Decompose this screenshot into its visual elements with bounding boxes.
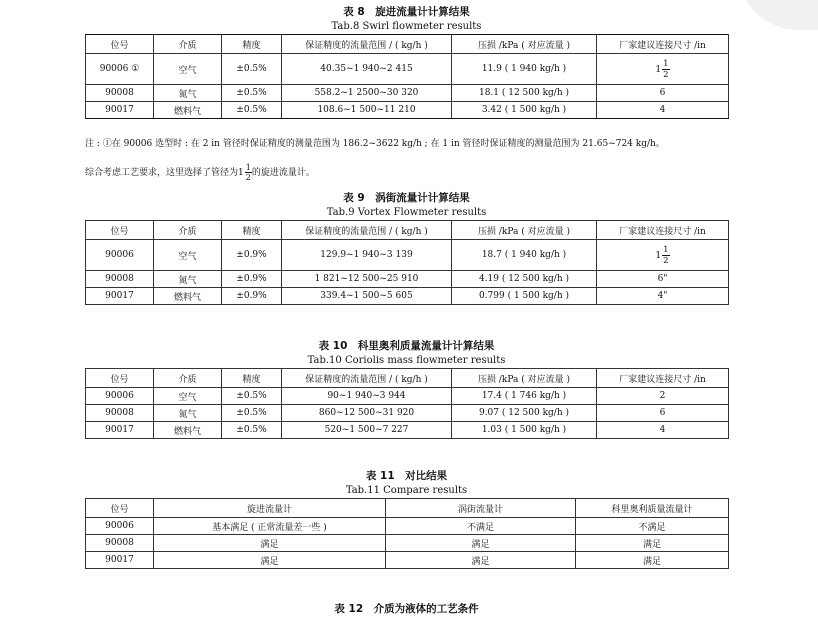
header-medium: 介质 <box>154 35 222 54</box>
note-fraction-whole: 1 <box>238 168 244 178</box>
table9-title-cn: 表 9 涡街流量计计算结果 <box>343 192 470 204</box>
cell-range: 558.2~1 2500~30 320 <box>282 85 452 102</box>
table9-title-en: Tab.9 Vortex Flowmeter results <box>326 207 487 218</box>
table-row <box>86 552 729 569</box>
note-line-2-post: 的旋进流量计。 <box>251 168 315 178</box>
table11-header-row <box>86 499 729 518</box>
header-medium: 介质 <box>154 221 222 240</box>
cell-vortex: 不满足 <box>386 518 576 535</box>
cell-range: 339.4~1 500~5 605 <box>282 288 452 305</box>
cell-pos: 90008 <box>86 271 154 288</box>
header-dp: 压损 /kPa ( 对应流量 ) <box>452 35 597 54</box>
cell-range: 1 821~12 500~25 910 <box>282 271 452 288</box>
cell-coriolis: 满足 <box>576 535 729 552</box>
header-medium: 介质 <box>154 369 222 388</box>
table9-block <box>85 190 728 305</box>
cell-dp: 11.9 ( 1 940 kg/h ) <box>452 54 597 85</box>
header-pos: 位号 <box>86 369 154 388</box>
note-line-1: 注 : ①在 90006 选型时 : 在 2 in 管径时保证精度的测量范围为 186.2~3622 kg/h ; 在 1 in 管径时保证精度的测量范围为 21.65~724 kg/h。 <box>85 139 665 149</box>
cell-dp: 0.799 ( 1 500 kg/h ) <box>452 288 597 305</box>
header-range: 保证精度的流量范围 / ( kg/h ) <box>282 221 452 240</box>
cell-size: 4 <box>597 102 729 119</box>
header-precision: 精度 <box>222 221 282 240</box>
table-row <box>86 85 729 102</box>
table9 <box>85 220 729 305</box>
cell-size <box>597 54 729 85</box>
fraction-denominator: 2 <box>663 69 669 80</box>
fraction-numerator: 1 <box>663 58 669 69</box>
cell-pos: 90006 <box>86 388 154 405</box>
cell-pos: 90017 <box>86 422 154 439</box>
cell-range: 520~1 500~7 227 <box>282 422 452 439</box>
table8-block <box>85 4 728 119</box>
cell-range: 90~1 940~3 944 <box>282 388 452 405</box>
cell-precision: ±0.5% <box>222 388 282 405</box>
cell-pos: 90006 ① <box>86 54 154 85</box>
table-row <box>86 422 729 439</box>
cell-medium: 氮气 <box>154 85 222 102</box>
note-line-2-pre: 综合考虑工艺要求，这里选择了管径为 <box>85 168 239 178</box>
header-pos: 位号 <box>86 499 154 518</box>
cell-precision: ±0.9% <box>222 288 282 305</box>
size-fraction <box>662 245 669 266</box>
table8 <box>85 34 729 119</box>
cell-size <box>597 240 729 271</box>
cell-medium: 空气 <box>154 54 222 85</box>
cell-range: 40.35~1 940~2 415 <box>282 54 452 85</box>
table8-note <box>85 138 815 182</box>
cell-pos: 90008 <box>86 85 154 102</box>
cell-size: 2 <box>597 388 729 405</box>
cell-dp: 4.19 ( 12 500 kg/h ) <box>452 271 597 288</box>
table8-header-row <box>86 35 729 54</box>
header-size: 厂家建议连接尺寸 /in <box>597 369 729 388</box>
table10 <box>85 368 729 439</box>
page-corner <box>738 0 818 30</box>
size-whole: 1 <box>655 250 662 261</box>
cell-size: 6 <box>597 405 729 422</box>
table-row <box>86 388 729 405</box>
cell-dp: 3.42 ( 1 500 kg/h ) <box>452 102 597 119</box>
table-row <box>86 54 729 85</box>
cell-range: 860~12 500~31 920 <box>282 405 452 422</box>
size-fraction <box>662 59 669 80</box>
fraction-denominator: 2 <box>245 173 251 182</box>
table-row <box>86 288 729 305</box>
table11-title-cn: 表 11 对比结果 <box>365 470 448 482</box>
cell-precision: ±0.5% <box>222 422 282 439</box>
table9-header-row <box>86 221 729 240</box>
cell-precision: ±0.5% <box>222 54 282 85</box>
header-swirl: 旋进流量计 <box>154 499 386 518</box>
cell-medium: 燃料气 <box>154 422 222 439</box>
cell-dp: 18.1 ( 12 500 kg/h ) <box>452 85 597 102</box>
table11-title-en: Tab.11 Compare results <box>345 485 468 496</box>
table-row <box>86 405 729 422</box>
cell-precision: ±0.5% <box>222 102 282 119</box>
header-precision: 精度 <box>222 35 282 54</box>
cell-swirl: 满足 <box>154 552 386 569</box>
cell-pos: 90008 <box>86 535 154 552</box>
cell-pos: 90017 <box>86 288 154 305</box>
table12-block <box>85 601 728 617</box>
cell-medium: 燃料气 <box>154 102 222 119</box>
table-row <box>86 535 729 552</box>
note-line-2 <box>85 163 815 182</box>
table11-block <box>85 468 728 569</box>
table-row <box>86 271 729 288</box>
fraction-denominator: 2 <box>663 255 669 266</box>
cell-pos: 90017 <box>86 102 154 119</box>
cell-coriolis: 满足 <box>576 552 729 569</box>
cell-dp: 17.4 ( 1 746 kg/h ) <box>452 388 597 405</box>
cell-medium: 空气 <box>154 388 222 405</box>
table10-block <box>85 338 728 439</box>
cell-medium: 燃料气 <box>154 288 222 305</box>
cell-size: 6" <box>597 271 729 288</box>
cell-size: 6 <box>597 85 729 102</box>
cell-swirl: 满足 <box>154 535 386 552</box>
fraction-numerator: 1 <box>663 244 669 255</box>
cell-medium: 氮气 <box>154 271 222 288</box>
table12-title-cn: 表 12 介质为液体的工艺条件 <box>334 603 479 615</box>
header-size: 厂家建议连接尺寸 /in <box>597 221 729 240</box>
cell-range: 129.9~1 940~3 139 <box>282 240 452 271</box>
table-row <box>86 102 729 119</box>
fraction-numerator: 1 <box>245 163 251 172</box>
table-row <box>86 240 729 271</box>
header-dp: 压损 /kPa ( 对应流量 ) <box>452 221 597 240</box>
note-fraction <box>245 163 252 182</box>
table11 <box>85 498 729 569</box>
cell-pos: 90006 <box>86 240 154 271</box>
header-vortex: 涡街流量计 <box>386 499 576 518</box>
cell-vortex: 满足 <box>386 552 576 569</box>
header-range: 保证精度的流量范围 / ( kg/h ) <box>282 369 452 388</box>
header-coriolis: 科里奥利质量流量计 <box>576 499 729 518</box>
cell-dp: 1.03 ( 1 500 kg/h ) <box>452 422 597 439</box>
table10-title-cn: 表 10 科里奥利质量流量计计算结果 <box>318 340 495 352</box>
cell-coriolis: 不满足 <box>576 518 729 535</box>
cell-size: 4 <box>597 422 729 439</box>
cell-swirl: 基本满足 ( 正常流量差一些 ) <box>154 518 386 535</box>
header-size: 厂家建议连接尺寸 /in <box>597 35 729 54</box>
cell-vortex: 满足 <box>386 535 576 552</box>
header-precision: 精度 <box>222 369 282 388</box>
cell-pos: 90017 <box>86 552 154 569</box>
cell-precision: ±0.9% <box>222 240 282 271</box>
table8-title-en: Tab.8 Swirl flowmeter results <box>331 21 482 32</box>
cell-precision: ±0.5% <box>222 405 282 422</box>
cell-dp: 9.07 ( 12 500 kg/h ) <box>452 405 597 422</box>
cell-size: 4" <box>597 288 729 305</box>
cell-range: 108.6~1 500~11 210 <box>282 102 452 119</box>
header-pos: 位号 <box>86 35 154 54</box>
table-row <box>86 518 729 535</box>
header-range: 保证精度的流量范围 / ( kg/h ) <box>282 35 452 54</box>
cell-pos: 90008 <box>86 405 154 422</box>
cell-precision: ±0.5% <box>222 85 282 102</box>
header-pos: 位号 <box>86 221 154 240</box>
cell-medium: 氮气 <box>154 405 222 422</box>
size-whole: 1 <box>655 64 662 75</box>
cell-pos: 90006 <box>86 518 154 535</box>
cell-dp: 18.7 ( 1 940 kg/h ) <box>452 240 597 271</box>
table10-title-en: Tab.10 Coriolis mass flowmeter results <box>307 355 506 366</box>
cell-precision: ±0.9% <box>222 271 282 288</box>
header-dp: 压损 /kPa ( 对应流量 ) <box>452 369 597 388</box>
cell-medium: 空气 <box>154 240 222 271</box>
table8-title-cn: 表 8 旋进流量计计算结果 <box>343 6 470 18</box>
table10-header-row <box>86 369 729 388</box>
